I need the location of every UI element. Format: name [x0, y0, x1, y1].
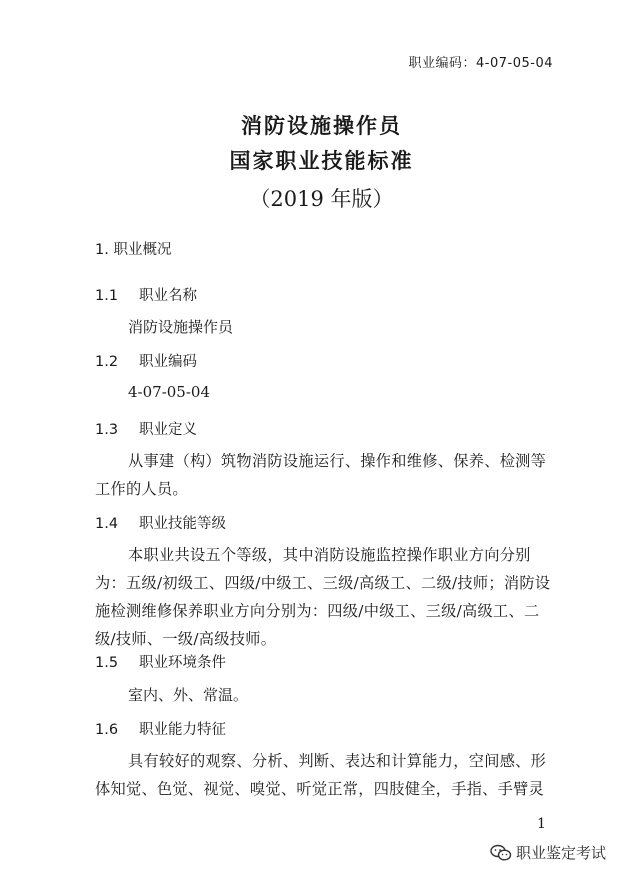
section-number: 1.5: [95, 655, 119, 671]
section-1-2-heading: [95, 350, 197, 371]
section-label: 职业能力特征: [139, 722, 226, 738]
section-1-5-heading: [95, 651, 226, 672]
page-number: 1: [537, 816, 546, 832]
section-number: 1.4: [95, 516, 119, 532]
wechat-icon: [490, 844, 512, 862]
section-label: 职业环境条件: [139, 655, 226, 671]
section-1-3-text: 从事建（构）筑物消防设施运行、操作和维修、保养、检测等工作的人员。: [95, 452, 547, 498]
section-1-5-text: 室内、外、常温。: [128, 686, 249, 704]
title-line-1: 消防设施操作员: [241, 114, 402, 138]
section-number: 1.3: [95, 422, 119, 438]
edition-label: （2019 年版）: [249, 187, 394, 211]
section-1-heading: 1. 职业概况: [95, 242, 172, 258]
watermark-text: 职业鉴定考试: [516, 844, 607, 862]
section-label: 职业编码: [139, 354, 197, 370]
section-number: 1.2: [95, 354, 119, 370]
section-number: 1.6: [95, 722, 119, 738]
account-watermark: [490, 842, 606, 863]
section-1-4-heading: [95, 512, 226, 533]
section-1-1-heading: [95, 284, 197, 305]
section-1-2-text: 4-07-05-04: [128, 383, 211, 401]
section-number: 1.1: [95, 288, 119, 304]
section-1-1-text: 消防设施操作员: [128, 318, 234, 336]
section-1-6-text: 具有较好的观察、分析、判断、表达和计算能力，空间感、形体知觉、色觉、视觉、嗅觉、听觉正常，四肢健全，手指、手臂灵: [95, 752, 547, 798]
section-label: 职业定义: [139, 422, 197, 438]
section-1-3-heading: [95, 418, 197, 439]
section-1-6-heading: [95, 718, 226, 739]
section-label: 职业技能等级: [139, 516, 226, 532]
title-line-2: 国家职业技能标准: [229, 149, 414, 173]
section-label: 职业名称: [139, 288, 197, 304]
occupation-code-header: 职业编码：4-07-05-04: [408, 56, 553, 71]
section-1-4-text: 本职业共设五个等级，其中消防设施监控操作职业方向分别为：五级/初级工、四级/中级工、三级/高级工、二级/技师；消防设施检测维修保养职业方向分别为：四级/中级工、三级/高级工、二级/技师、一级/高级技师。: [95, 546, 551, 648]
